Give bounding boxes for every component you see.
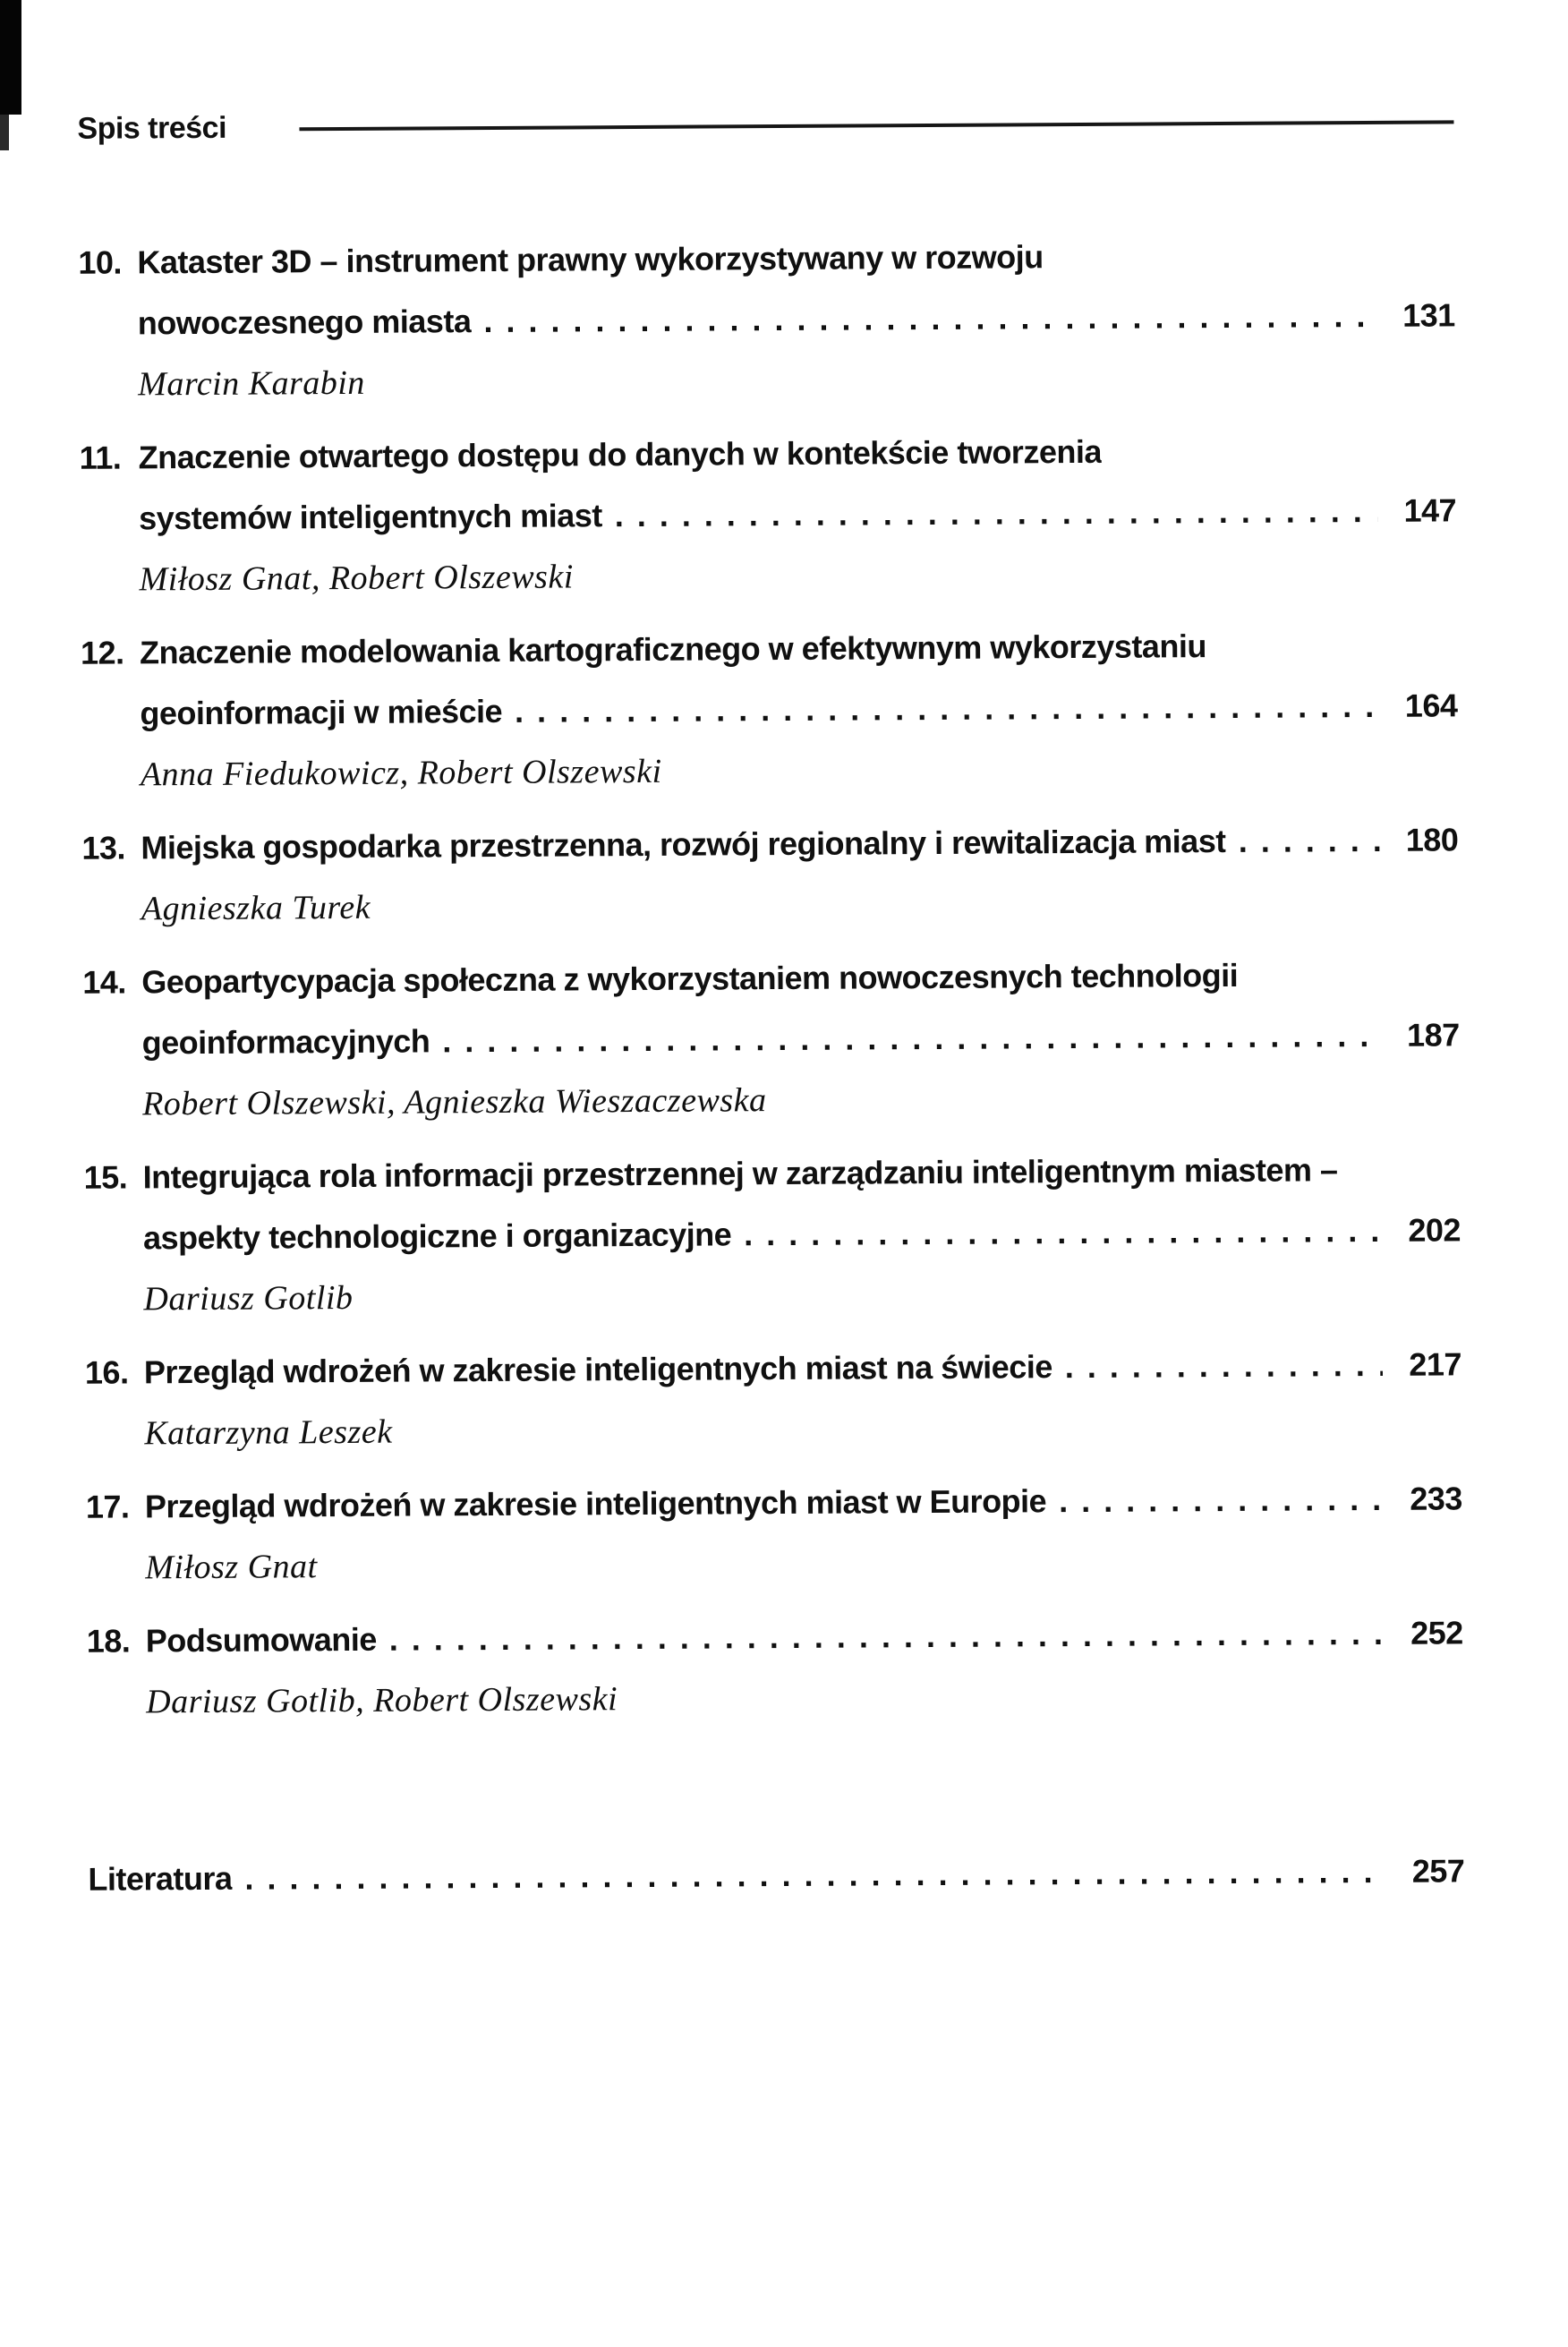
- entry-number: 18.: [86, 1622, 131, 1660]
- entry-authors: Miłosz Gnat, Robert Olszewski: [139, 558, 574, 599]
- entry-continuation-row: [81, 675, 1457, 744]
- entry-authors: Katarzyna Leszek: [144, 1412, 393, 1453]
- header-rule: [300, 120, 1454, 131]
- dot-leader: [389, 1603, 1385, 1670]
- entry-authors: Marcin Karabin: [138, 363, 365, 404]
- entry-title-row: [81, 809, 1458, 878]
- table-of-contents: [78, 224, 1464, 1909]
- dot-leader: [1059, 1469, 1384, 1532]
- entry-title: Miejska gospodarka przestrzenna, rozwój regionalny i rewitalizacja miast: [141, 822, 1226, 866]
- entry-number: 11.: [79, 439, 122, 476]
- entry-number: 12.: [80, 634, 124, 671]
- toc-entry-14: [82, 943, 1460, 1134]
- toc-entry-17: [86, 1468, 1463, 1598]
- entry-page-number: 164: [1404, 687, 1458, 724]
- dot-leader: [244, 1841, 1385, 1909]
- dot-leader: [515, 676, 1379, 742]
- entry-title: Integrująca rola informacji przestrzennej w zarządzaniu inteligentnym miastem –: [142, 1151, 1338, 1196]
- page-header: [77, 103, 1453, 146]
- entry-title: Znaczenie modelowania kartograficznego w efektywnym wykorzystaniu: [139, 627, 1206, 671]
- entry-title-continuation: geoinformacyjnych: [141, 1022, 430, 1062]
- entry-title: Geopartycypacja społeczna z wykorzystaniem nowoczesnych technologii: [141, 956, 1239, 1001]
- entry-continuation-row: [79, 285, 1455, 354]
- dot-leader: [483, 286, 1376, 352]
- entry-number: 15.: [83, 1158, 128, 1196]
- entry-title-row: [88, 1840, 1464, 1909]
- dot-leader: [615, 481, 1378, 546]
- toc-entry-12: [81, 614, 1458, 805]
- entry-authors: Agnieszka Turek: [141, 888, 371, 928]
- toc-entry-18: [87, 1602, 1464, 1732]
- entry-title: Przegląd wdrożeń w zakresie inteligentnych miast w Europie: [144, 1482, 1047, 1525]
- entry-authors: Miłosz Gnat: [145, 1548, 318, 1587]
- entry-page-number: 202: [1408, 1211, 1461, 1249]
- entry-title-row: [83, 1139, 1460, 1208]
- entry-title-continuation: aspekty technologiczne i organizacyjne: [142, 1216, 732, 1257]
- entry-title: Kataster 3D – instrument prawny wykorzystywany w rozwoju: [137, 238, 1044, 281]
- toc-entry-13: [81, 809, 1459, 939]
- dot-leader: [744, 1200, 1382, 1265]
- entry-authors: Robert Olszewski, Agnieszka Wieszaczewska: [141, 1081, 767, 1123]
- entry-title-row: [81, 614, 1457, 683]
- entry-number: 17.: [85, 1488, 130, 1525]
- toc-entry-literatura: [88, 1840, 1464, 1909]
- dot-leader: [442, 1005, 1381, 1071]
- page-title: Spis treści: [77, 110, 227, 146]
- toc-entry-16: [85, 1334, 1462, 1464]
- entry-title-continuation: systemów inteligentnych miast: [139, 497, 602, 537]
- toc-entry-10: [78, 224, 1455, 414]
- entry-title-row: [86, 1468, 1462, 1537]
- literatura-label: Literatura: [88, 1859, 233, 1898]
- entry-title-continuation: geoinformacji w mieście: [140, 692, 503, 732]
- entry-authors: Dariusz Gotlib: [143, 1278, 354, 1319]
- entry-title-row: [80, 419, 1456, 488]
- entry-title-row: [87, 1602, 1463, 1671]
- entry-page-number: 131: [1402, 296, 1455, 334]
- entry-title: Przegląd wdrożeń w zakresie inteligentnych miast na świecie: [143, 1348, 1052, 1391]
- dot-leader: [1065, 1335, 1384, 1397]
- entry-title-continuation: nowoczesnego miasta: [137, 303, 472, 342]
- toc-entry-15: [83, 1139, 1461, 1329]
- entry-page-number: 233: [1410, 1480, 1462, 1517]
- entry-page-number: 257: [1411, 1852, 1465, 1890]
- entry-continuation-row: [84, 1199, 1461, 1268]
- entry-title: Podsumowanie: [145, 1620, 377, 1660]
- entry-page-number: 147: [1403, 491, 1457, 529]
- dot-leader: [1239, 810, 1380, 872]
- entry-page-number: 252: [1410, 1614, 1463, 1651]
- entry-number: 16.: [84, 1353, 129, 1391]
- entry-page-number: 217: [1409, 1345, 1462, 1383]
- entry-number: 13.: [81, 829, 126, 866]
- entry-continuation-row: [83, 1004, 1460, 1073]
- entry-authors: Anna Fiedukowicz, Robert Olszewski: [140, 752, 662, 794]
- entry-number: 10.: [78, 243, 123, 281]
- toc-entry-11: [80, 419, 1457, 610]
- entry-title-row: [85, 1334, 1461, 1403]
- entry-number: 14.: [82, 963, 126, 1001]
- entry-title-row: [82, 943, 1459, 1012]
- entry-continuation-row: [80, 480, 1456, 549]
- entry-title-row: [78, 224, 1454, 293]
- entry-title: Znaczenie otwartego dostępu do danych w kontekście tworzenia: [138, 432, 1103, 476]
- entry-page-number: 187: [1406, 1016, 1460, 1054]
- entry-page-number: 180: [1405, 821, 1459, 858]
- entry-authors: Dariusz Gotlib, Robert Olszewski: [146, 1680, 618, 1721]
